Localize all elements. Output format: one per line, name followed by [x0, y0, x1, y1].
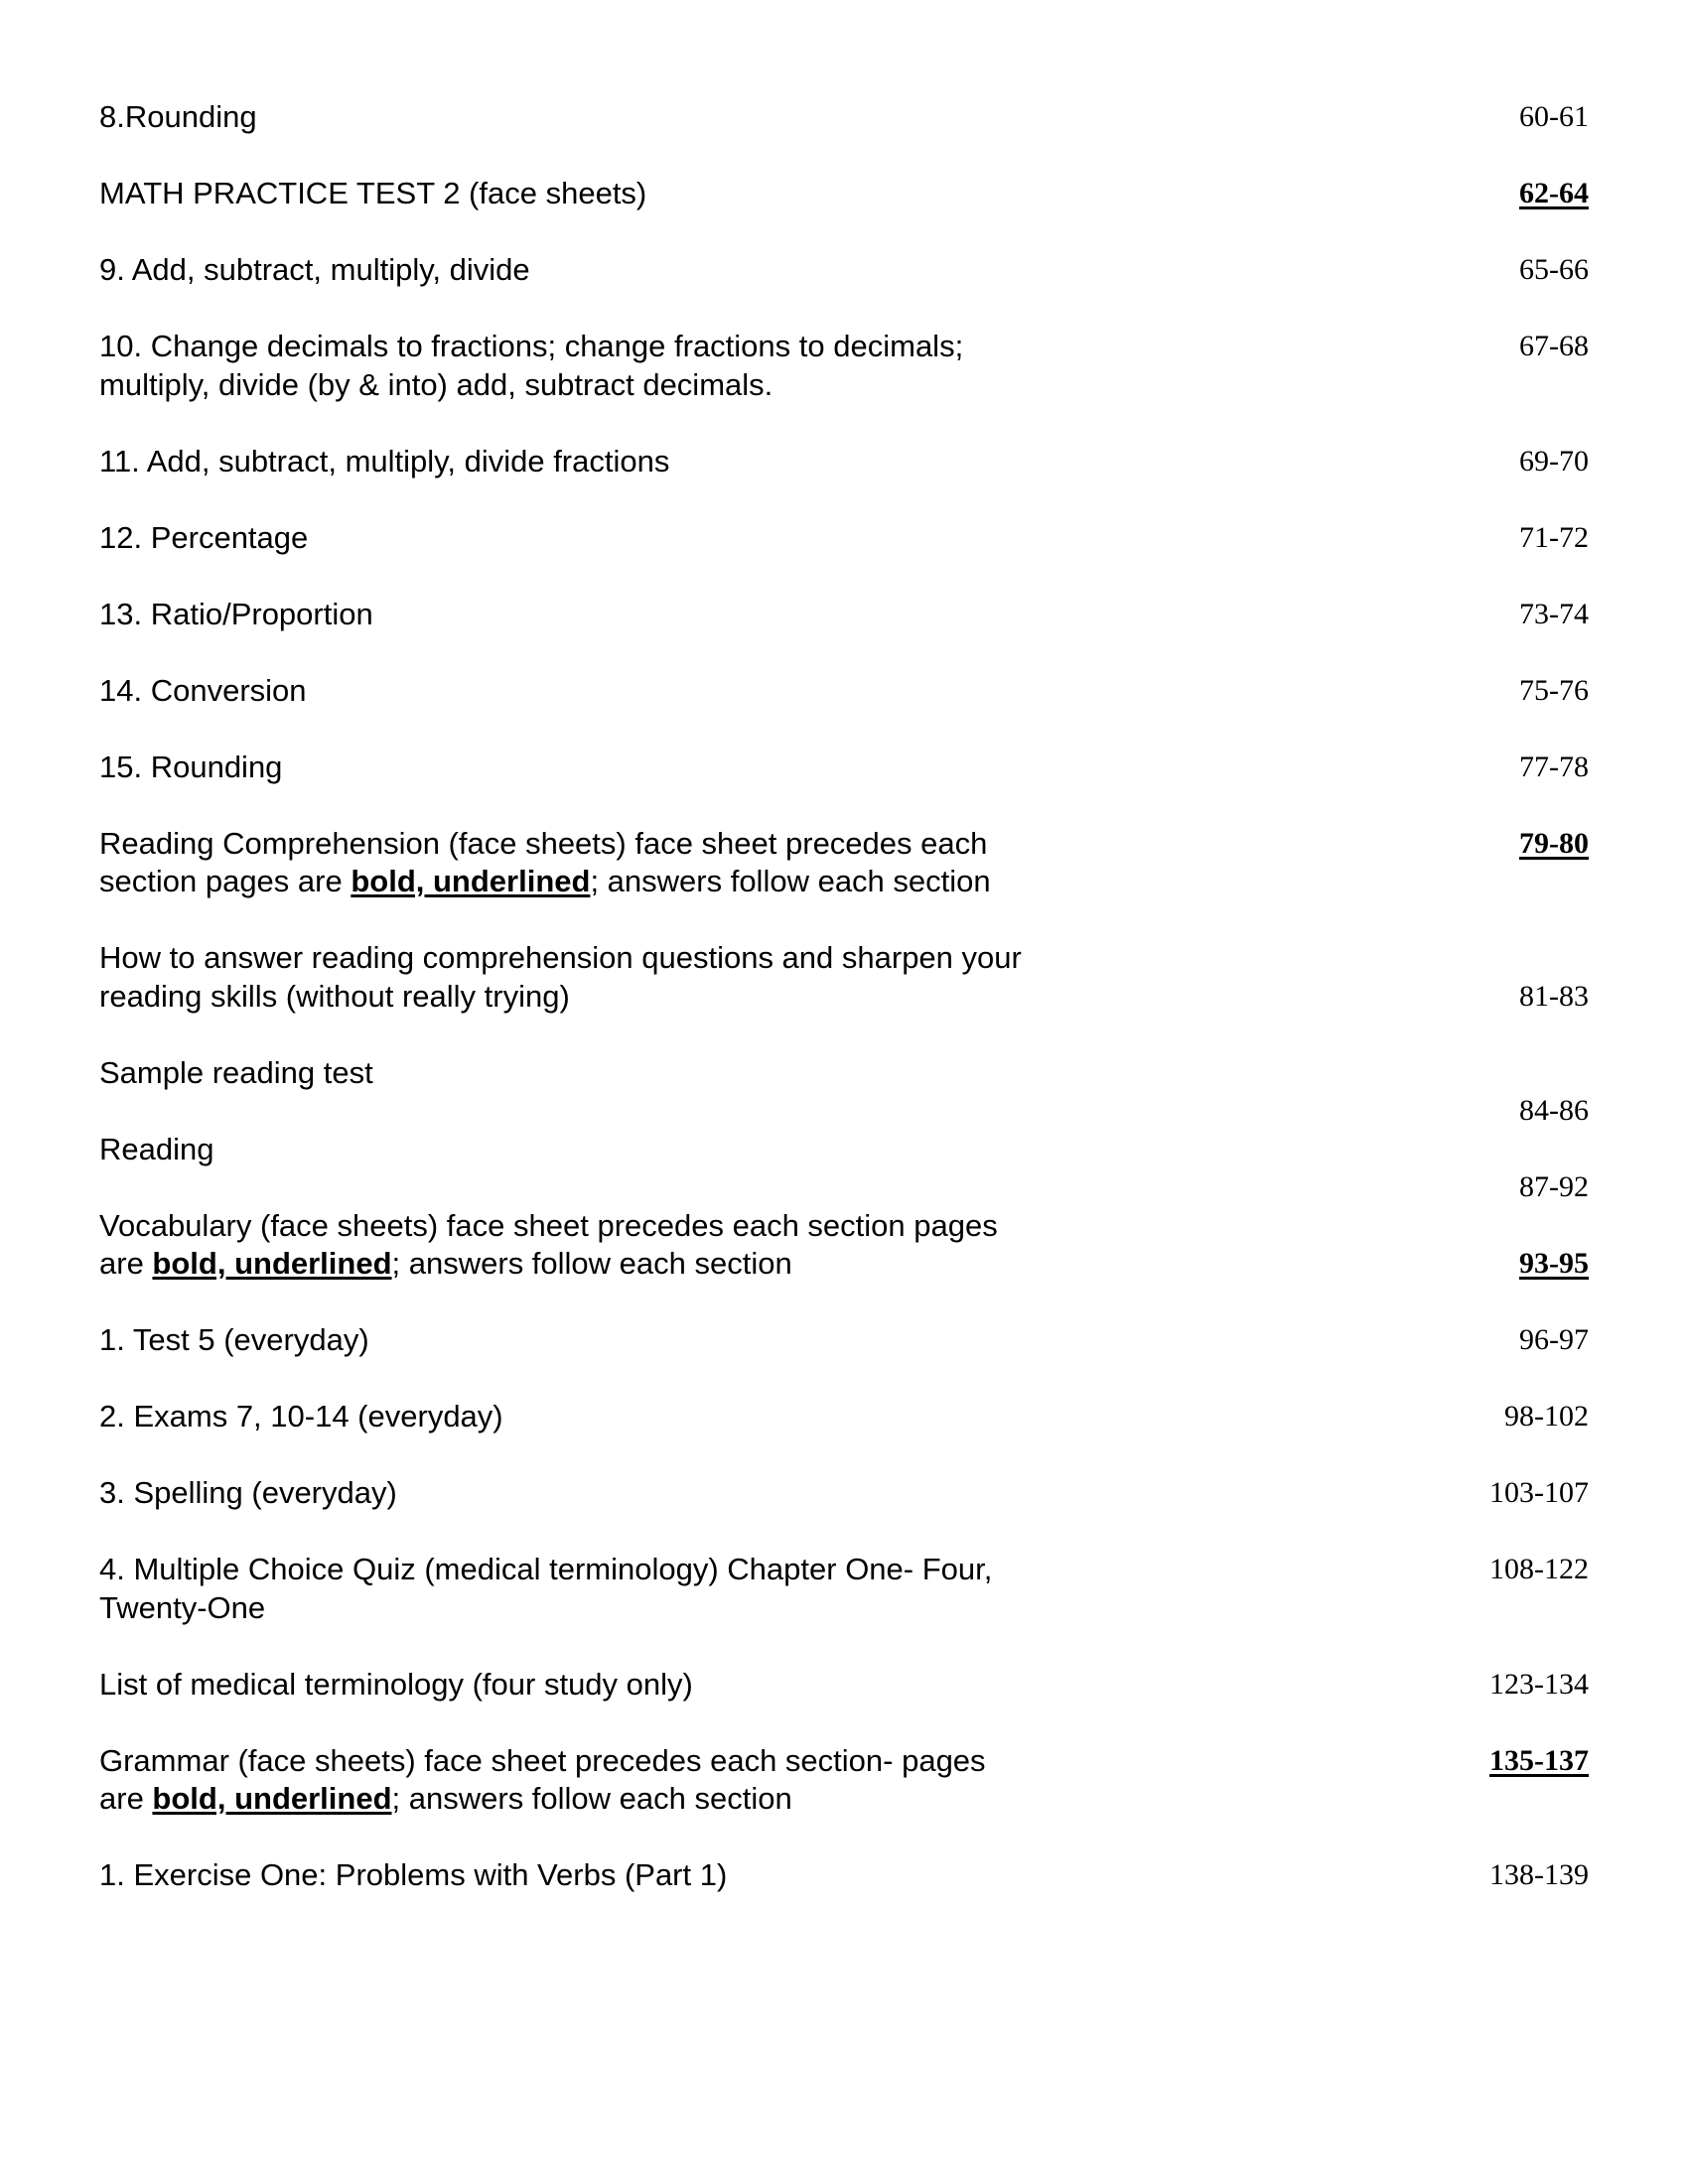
toc-entry-line: [99, 1666, 1152, 1705]
toc-entry-line: [99, 98, 1152, 137]
toc-entry-title: [99, 1398, 1152, 1436]
toc-entry: [99, 251, 1589, 290]
toc-entry-title: [99, 1856, 1152, 1895]
toc-entry: [99, 1054, 1589, 1127]
toc-entry-title: [99, 1551, 1152, 1627]
toc-entry-title: [99, 1742, 1152, 1819]
toc-entry-title: [99, 939, 1152, 1016]
toc-entry-line: [99, 672, 1152, 711]
line-text: reading skills (without really trying): [99, 978, 570, 1014]
toc-entry-line: [99, 1054, 1152, 1093]
toc-entry-line: [99, 749, 1152, 787]
line-text: section pages are: [99, 864, 352, 898]
line-text: ; answers follow each section: [391, 1246, 792, 1281]
toc-entry-title: [99, 1207, 1152, 1284]
toc-entry-title: [99, 749, 1152, 787]
line-text: 10. Change decimals to fractions; change fractions to decimals;: [99, 329, 964, 363]
toc-entry: [99, 175, 1589, 213]
line-text: 2. Exams 7, 10-14 (everyday): [99, 1399, 503, 1433]
toc-entry-line: [99, 1321, 1152, 1360]
toc-entry-title: [99, 1666, 1152, 1705]
line-text: 1. Exercise One: Problems with Verbs (Part 1): [99, 1857, 728, 1892]
toc-entry-line: [99, 939, 1152, 978]
toc-entry: [99, 939, 1589, 1016]
toc-entry-line: [99, 1551, 1152, 1589]
toc-entry-line: [99, 1856, 1152, 1895]
toc-entry: [99, 98, 1589, 137]
page-range: 79-80: [1519, 826, 1589, 860]
toc-entry-line: [99, 596, 1152, 634]
page-range: 84-86: [1519, 1094, 1589, 1127]
line-text: 14. Conversion: [99, 672, 307, 708]
page-range: 75-76: [1519, 673, 1589, 707]
toc-entry-title: [99, 1131, 1152, 1169]
toc-entry-title: [99, 175, 1152, 213]
page-range: 96-97: [1519, 1323, 1589, 1356]
page-range: 67-68: [1519, 330, 1589, 362]
line-text: Twenty-One: [99, 1589, 266, 1625]
toc-entry: [99, 1474, 1589, 1513]
table-of-contents: [99, 98, 1589, 1933]
toc-entry: [99, 1131, 1589, 1203]
toc-entry: [99, 1742, 1589, 1819]
line-text: multiply, divide (by & into) add, subtract decimals.: [99, 366, 774, 402]
line-text: Sample reading test: [99, 1054, 373, 1090]
line-text: 1. Test 5 (everyday): [99, 1322, 369, 1357]
page-range: 71-72: [1519, 520, 1589, 554]
toc-entry-title: [99, 672, 1152, 711]
line-text: 13. Ratio/Proportion: [99, 596, 373, 631]
toc-entry-title: [99, 596, 1152, 634]
line-text: Vocabulary (face sheets) face sheet precedes each section pages: [99, 1207, 998, 1243]
toc-entry: [99, 1321, 1589, 1360]
toc-entry-title: [99, 519, 1152, 558]
page-range: 98-102: [1504, 1400, 1589, 1433]
toc-entry-line: [99, 1474, 1152, 1513]
toc-entry-title: [99, 443, 1152, 481]
toc-entry: [99, 1207, 1589, 1284]
bold-underlined-text: bold, underlined: [351, 864, 591, 898]
bold-underlined-text: bold, underlined: [152, 1246, 392, 1281]
page-range: 138-139: [1489, 1858, 1589, 1891]
toc-entry: [99, 596, 1589, 634]
toc-entry-line: [99, 1742, 1152, 1781]
toc-entry-line: [99, 175, 1152, 213]
line-text: are: [99, 1781, 153, 1816]
line-text: 9. Add, subtract, multiply, divide: [99, 252, 530, 287]
toc-entry-line: [99, 1131, 1152, 1169]
page-range: 123-134: [1489, 1667, 1589, 1701]
toc-entry: [99, 1666, 1589, 1705]
page-range: 108-122: [1489, 1553, 1589, 1585]
toc-entry: [99, 672, 1589, 711]
toc-entry-title: [99, 251, 1152, 290]
toc-entry-line: [99, 1589, 1152, 1628]
line-text: List of medical terminology (four study only): [99, 1666, 693, 1702]
toc-entry-line: [99, 1780, 1152, 1819]
toc-entry: [99, 1551, 1589, 1627]
line-text: 15. Rounding: [99, 749, 283, 784]
toc-entry: [99, 328, 1589, 404]
toc-entry: [99, 749, 1589, 787]
line-text: Reading: [99, 1131, 214, 1166]
toc-entry: [99, 825, 1589, 901]
toc-entry-line: [99, 1245, 1152, 1284]
line-text: 11. Add, subtract, multiply, divide fractions: [99, 443, 670, 478]
toc-entry-title: [99, 98, 1152, 137]
toc-entry-title: [99, 1321, 1152, 1360]
toc-entry-line: [99, 1398, 1152, 1436]
page-range: 103-107: [1489, 1476, 1589, 1509]
toc-entry-line: [99, 328, 1152, 366]
toc-entry-title: [99, 1474, 1152, 1513]
toc-entry-line: [99, 519, 1152, 558]
line-text: ; answers follow each section: [391, 1781, 792, 1816]
page-range: 60-61: [1519, 100, 1589, 133]
page-range: 62-64: [1519, 177, 1589, 209]
toc-entry-title: [99, 1054, 1152, 1093]
line-text: 3. Spelling (everyday): [99, 1475, 397, 1510]
bold-underlined-text: bold, underlined: [152, 1781, 392, 1816]
toc-entry-line: [99, 825, 1152, 864]
line-text: are: [99, 1246, 153, 1281]
line-text: MATH PRACTICE TEST 2 (face sheets): [99, 176, 647, 210]
line-text: 12. Percentage: [99, 519, 309, 555]
page-range: 77-78: [1519, 750, 1589, 783]
page-range: 87-92: [1519, 1170, 1589, 1203]
line-text: ; answers follow each section: [590, 864, 991, 898]
toc-entry: [99, 519, 1589, 558]
toc-entry-line: [99, 443, 1152, 481]
page-range: 93-95: [1519, 1247, 1589, 1280]
toc-entry: [99, 1398, 1589, 1436]
page-range: 69-70: [1519, 444, 1589, 478]
toc-entry-line: [99, 251, 1152, 290]
toc-entry-line: [99, 978, 1152, 1017]
line-text: 4. Multiple Choice Quiz (medical terminology) Chapter One- Four,: [99, 1552, 993, 1586]
toc-entry-title: [99, 825, 1152, 901]
toc-entry-title: [99, 328, 1152, 404]
toc-entry-line: [99, 366, 1152, 405]
page-range: 81-83: [1519, 979, 1589, 1013]
page-range: 73-74: [1519, 597, 1589, 630]
page-range: 135-137: [1489, 1743, 1589, 1777]
toc-entry: [99, 1856, 1589, 1895]
toc-entry-line: [99, 1207, 1152, 1246]
toc-entry-line: [99, 863, 1152, 901]
line-text: 8.Rounding: [99, 99, 257, 134]
toc-entry: [99, 443, 1589, 481]
page-range: 65-66: [1519, 253, 1589, 286]
line-text: How to answer reading comprehension questions and sharpen your: [99, 940, 1022, 975]
line-text: Grammar (face sheets) face sheet precedes each section- pages: [99, 1742, 986, 1778]
line-text: Reading Comprehension (face sheets) face sheet precedes each: [99, 825, 988, 861]
